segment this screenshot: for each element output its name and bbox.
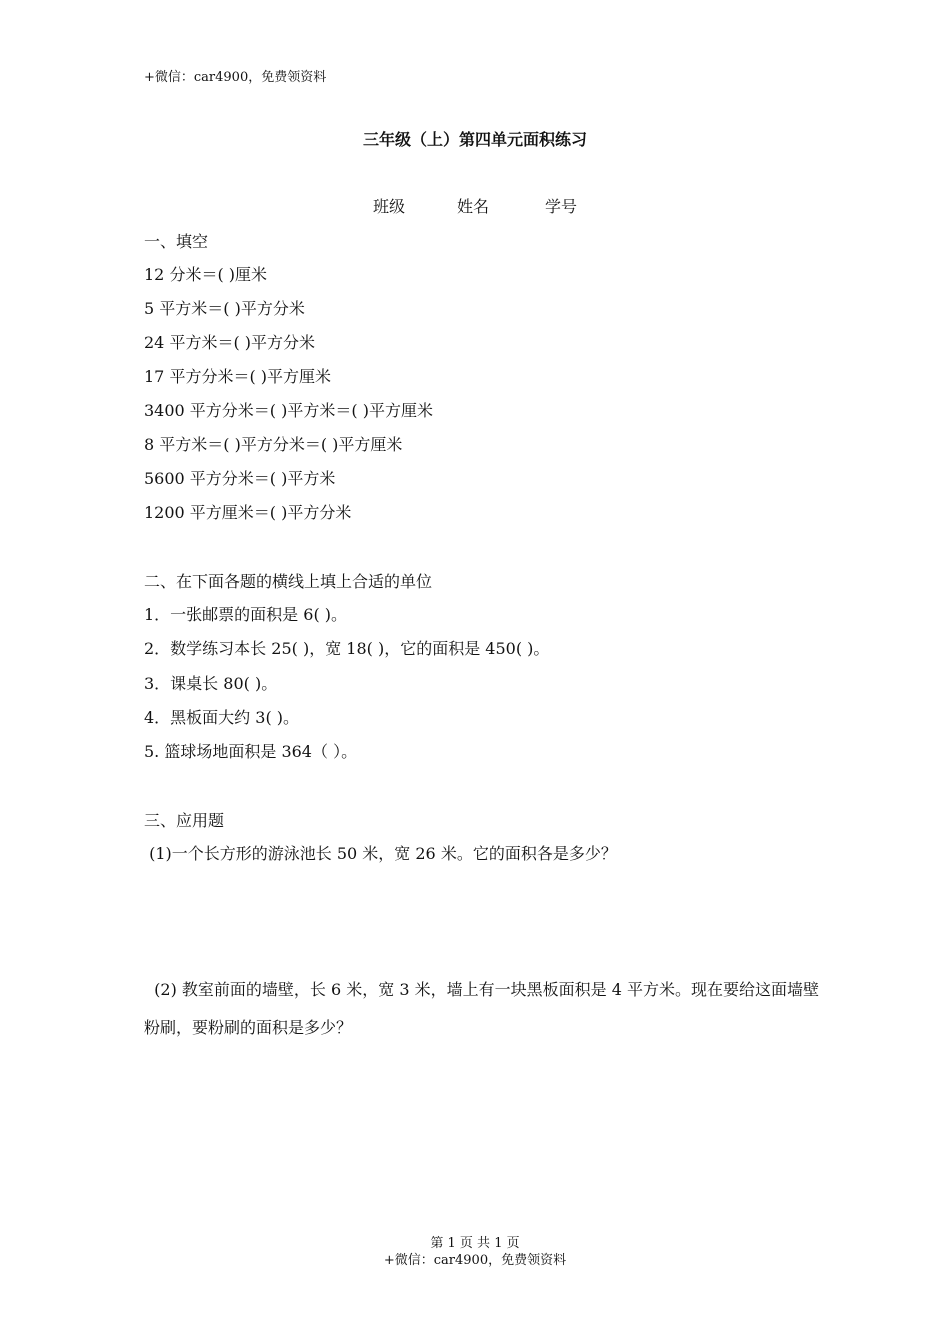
fill-blank-item: 17 平方分米＝( )平方厘米 <box>144 367 332 386</box>
unit-item: 1．一张邮票的面积是 6( )。 <box>144 605 348 624</box>
fill-blank-item: 5600 平方分米＝( )平方米 <box>144 469 336 488</box>
unit-item: 3．课桌长 80( )。 <box>144 674 278 693</box>
header-note: +微信：car4900，免费领资料 <box>144 70 327 85</box>
section-3-heading: 三、应用题 <box>144 811 225 830</box>
question-2-line-2: 粉刷，要粉刷的面积是多少？ <box>144 1018 353 1037</box>
class-label: 班级 <box>373 197 406 216</box>
fill-blank-item: 1200 平方厘米＝( )平方分米 <box>144 503 352 522</box>
fill-blank-item: 12 分米＝( )厘米 <box>144 265 268 284</box>
student-id-label: 学号 <box>545 197 578 216</box>
unit-item: 2．数学练习本长 25( )，宽 18( )，它的面积是 450( )。 <box>144 639 550 658</box>
question-2-line-1: (2) 教室前面的墙壁，长 6 米，宽 3 米，墙上有一块黑板面积是 4 平方米。现在要给这面墙壁 <box>144 980 819 999</box>
fill-blank-item: 8 平方米＝( )平方分米＝( )平方厘米 <box>144 435 403 454</box>
page-number: 第 1 页 共 1 页 <box>430 1236 520 1251</box>
page-title: 三年级（上）第四单元面积练习 <box>362 130 587 149</box>
section-2-heading: 二、在下面各题的横线上填上合适的单位 <box>144 572 433 591</box>
fill-blank-item: 3400 平方分米＝( )平方米＝( )平方厘米 <box>144 401 433 420</box>
question-1: (1)一个长方形的游泳池长 50 米，宽 26 米。它的面积各是多少？ <box>144 844 617 863</box>
name-label: 姓名 <box>457 197 490 216</box>
fill-blank-item: 5 平方米＝( )平方分米 <box>144 299 305 318</box>
footer-note: +微信：car4900，免费领资料 <box>383 1253 567 1268</box>
fill-blank-item: 24 平方米＝( )平方分米 <box>144 333 316 352</box>
section-1-heading: 一、填空 <box>144 232 209 251</box>
unit-item: 5. 篮球场地面积是 364（ ）。 <box>144 742 358 761</box>
unit-item: 4．黑板面大约 3( )。 <box>144 708 300 727</box>
